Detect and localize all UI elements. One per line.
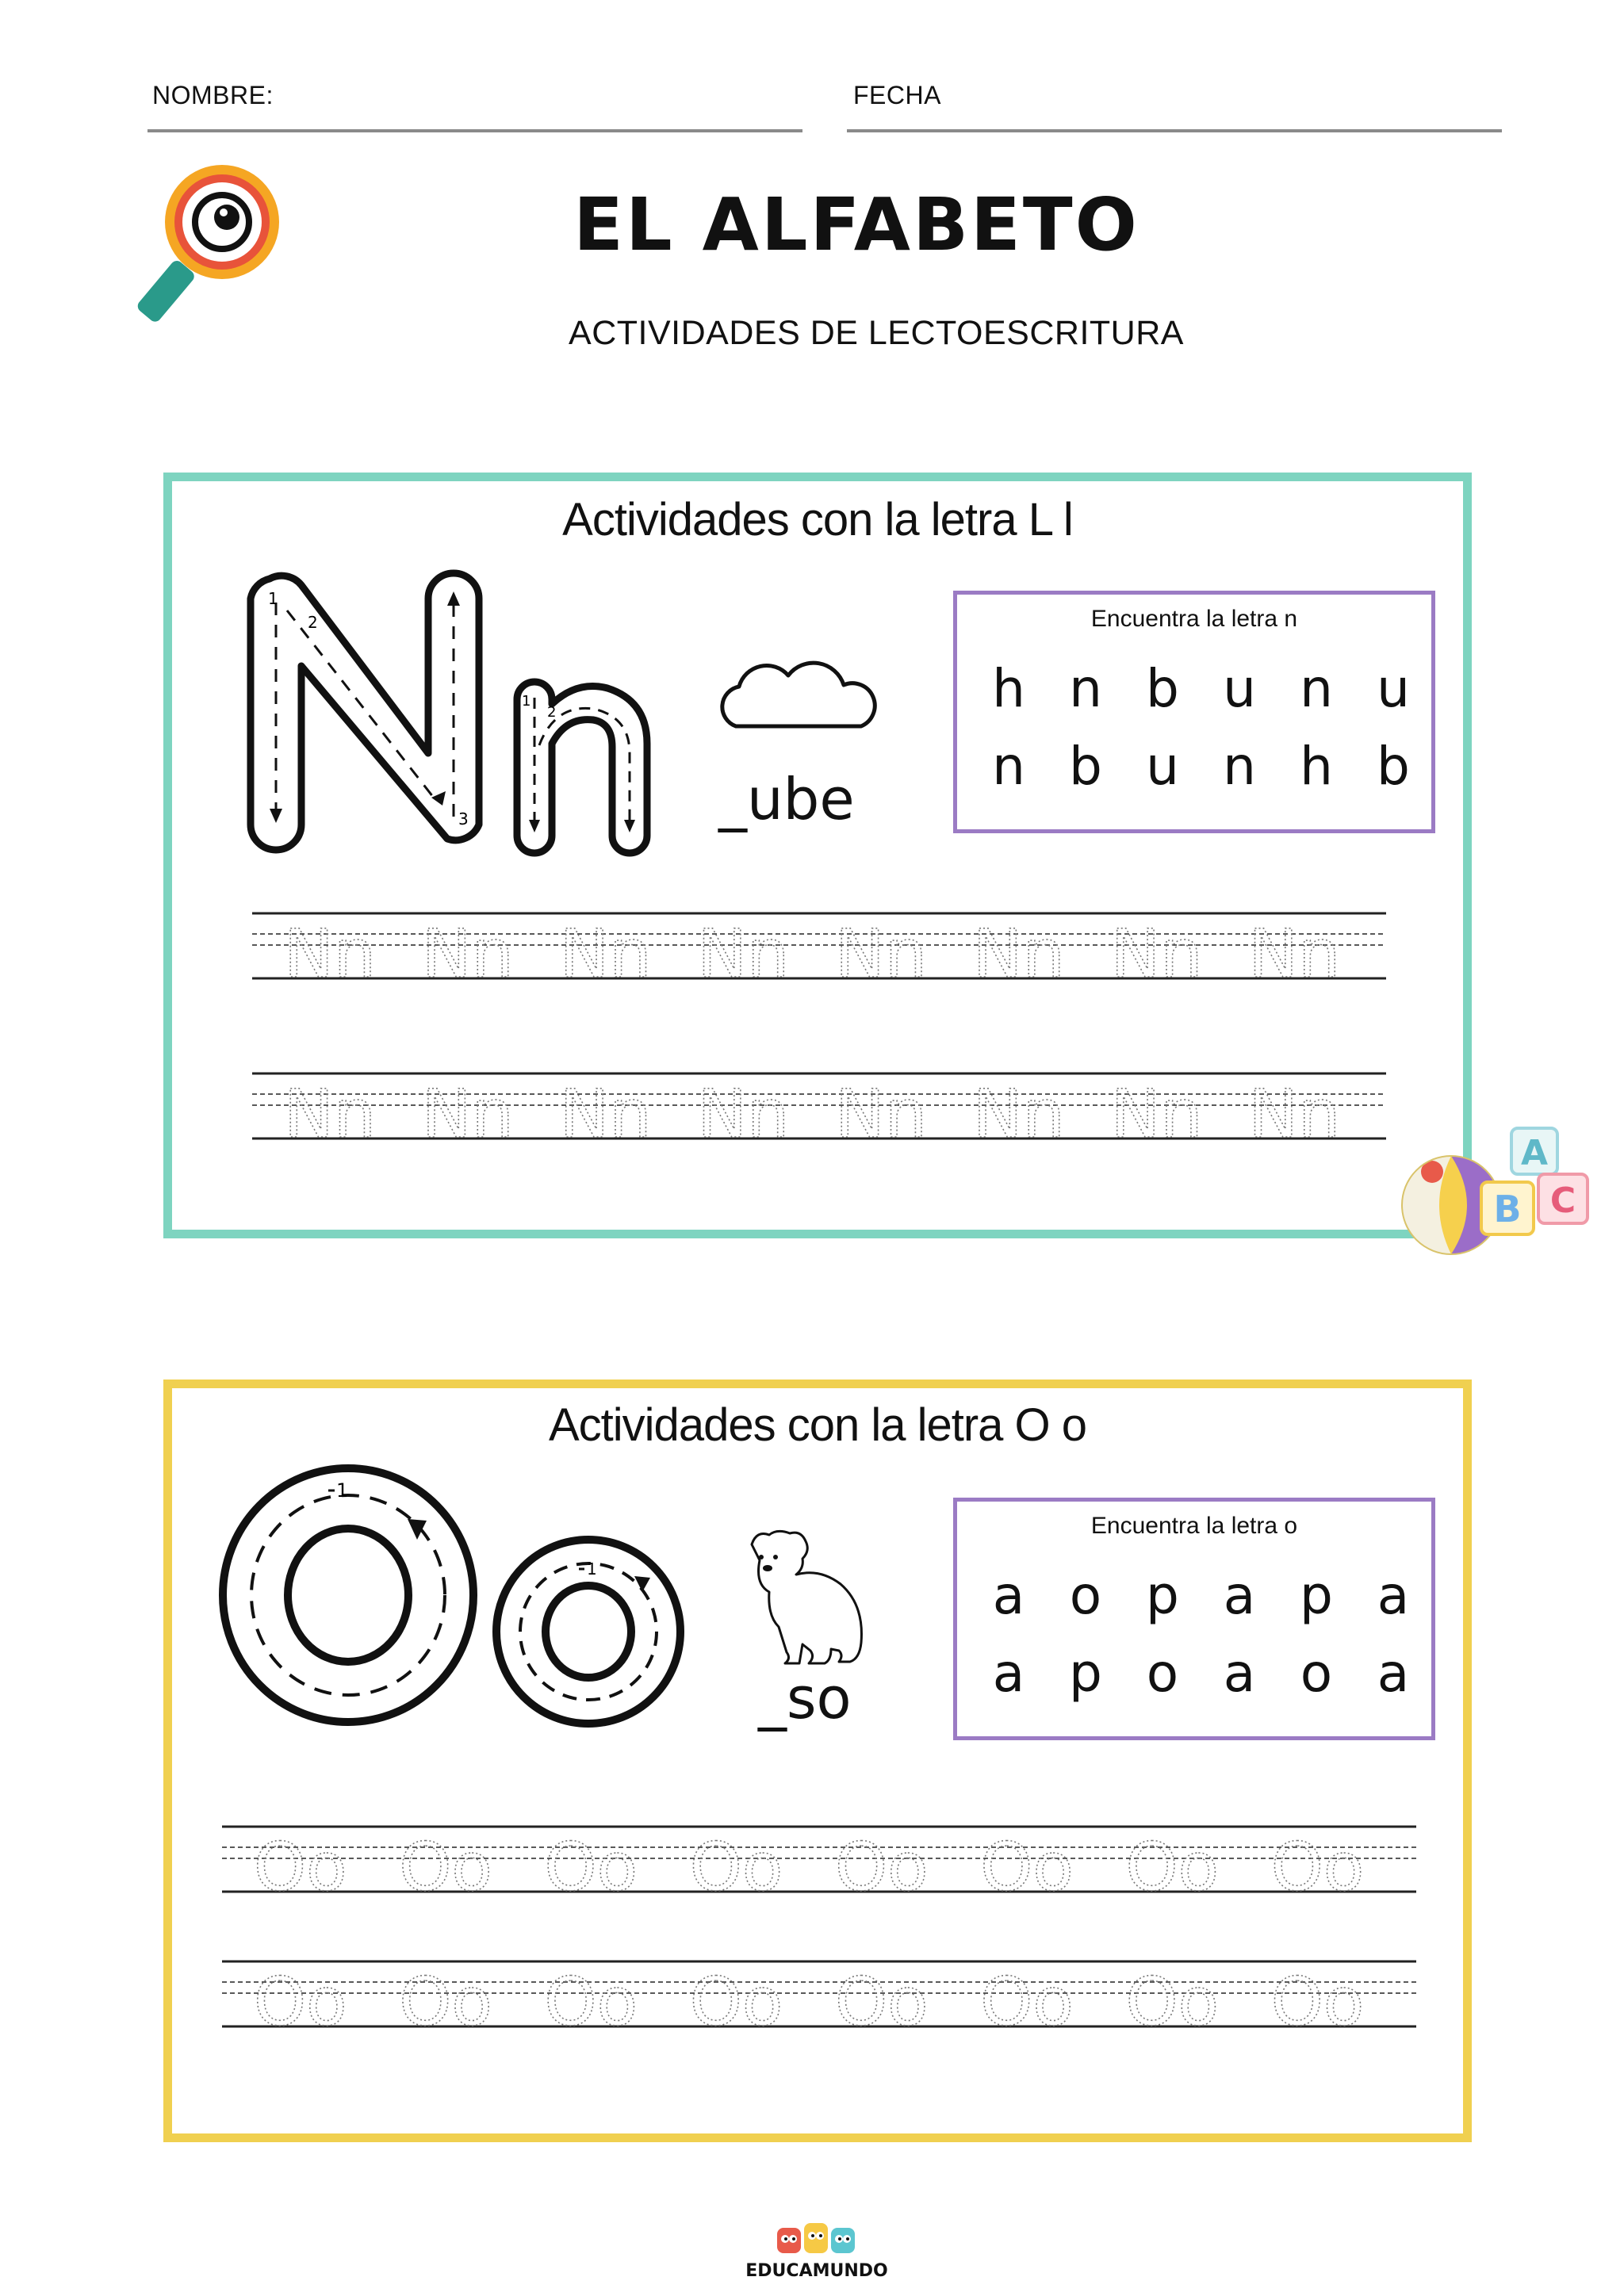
svg-text:1: 1 [522, 693, 531, 710]
letter-o-tracing-guide [219, 1465, 695, 1735]
card-title-o: Actividades con la letra O o [548, 1399, 1087, 1451]
letter-row-2-n [957, 736, 1431, 797]
tracing-letters: Oo [544, 1963, 638, 2041]
tracing-letters: Nn [559, 1075, 652, 1153]
letter-row-1-n [957, 658, 1431, 719]
find-letter-box-n [953, 591, 1435, 833]
tracing-letters: Oo [1270, 1963, 1365, 2041]
letter-option[interactable]: o [1146, 1643, 1179, 1704]
letter-option[interactable]: o [1069, 1565, 1102, 1626]
tracing-row-1-n[interactable] [252, 912, 1386, 993]
find-letter-label-n: Encuentra la letra n [1090, 606, 1298, 632]
letter-option[interactable]: n [1223, 736, 1256, 797]
tracing-letters: Nn [835, 915, 928, 993]
tracing-letters: Nn [421, 1075, 514, 1153]
letter-row-1-o [957, 1565, 1431, 1626]
svg-text:2: 2 [547, 704, 557, 721]
missing-letter-word-o: _so [758, 1665, 852, 1732]
tracing-letters: Nn [835, 1075, 928, 1153]
page-subtitle: ACTIVIDADES DE LECTOESCRITURA [569, 314, 1184, 352]
tracing-letters: Oo [689, 1963, 783, 2041]
tracing-row-2-o[interactable] [222, 1960, 1416, 2041]
letter-option[interactable]: p [1300, 1565, 1333, 1626]
tracing-letters: Nn [559, 915, 652, 993]
tracing-row-2-n[interactable] [252, 1072, 1386, 1153]
svg-text:1: 1 [336, 1479, 349, 1502]
svg-text:C: C [1549, 1181, 1576, 1221]
letter-n-tracing-guide [238, 571, 682, 856]
svg-text:3: 3 [458, 809, 469, 828]
tracing-letters: Oo [399, 1828, 492, 1906]
tracing-letters: Nn [972, 1075, 1065, 1153]
svg-text:A: A [1520, 1133, 1549, 1173]
letter-option[interactable]: o [1300, 1643, 1333, 1704]
letter-option[interactable]: a [992, 1643, 1025, 1704]
cloud-icon [712, 655, 887, 734]
tracing-letters: Nn [1110, 1075, 1203, 1153]
footer-logo-text: EDUCAMUNDO [745, 2261, 888, 2281]
letter-option[interactable]: p [1069, 1643, 1102, 1704]
tracing-letters: Nn [697, 1075, 790, 1153]
tracing-letters: Nn [1248, 1075, 1341, 1153]
tracing-letters: Oo [1125, 1828, 1220, 1906]
letter-option[interactable]: n [1069, 658, 1102, 719]
page-title: EL ALFABETO [573, 182, 1139, 267]
tracing-letters: Oo [835, 1963, 929, 2041]
polar-bear-icon [737, 1522, 864, 1662]
card-title-n: Actividades con la letra L l [562, 494, 1073, 545]
tracing-letters: Nn [1248, 915, 1341, 993]
tracing-letters: Oo [254, 1828, 347, 1906]
name-label: NOMBRE: [152, 81, 274, 109]
tracing-letters: Nn [697, 915, 790, 993]
tracing-letters: Oo [980, 1828, 1074, 1906]
date-label: FECHA [853, 81, 941, 109]
tracing-row-1-o[interactable] [222, 1825, 1416, 1906]
letter-option[interactable]: b [1377, 736, 1410, 797]
letter-option[interactable]: n [1300, 658, 1333, 719]
tracing-letters: Oo [1270, 1828, 1365, 1906]
find-letter-box-o [953, 1498, 1435, 1740]
tracing-letters: Oo [1125, 1963, 1220, 2041]
tracing-letters: Nn [1110, 915, 1203, 993]
svg-text:2: 2 [308, 613, 318, 632]
letter-option[interactable]: a [1223, 1643, 1256, 1704]
tracing-letters: Oo [544, 1828, 638, 1906]
letter-option[interactable]: u [1146, 736, 1179, 797]
svg-text:1: 1 [587, 1559, 597, 1578]
tracing-letters: Nn [421, 915, 514, 993]
date-line[interactable] [847, 129, 1502, 132]
letter-option[interactable]: a [1223, 1565, 1256, 1626]
find-letter-label-o: Encuentra la letra o [1090, 1513, 1298, 1539]
tracing-letters: Oo [399, 1963, 492, 2041]
letter-option[interactable]: a [1377, 1565, 1410, 1626]
letter-option[interactable]: a [1377, 1643, 1410, 1704]
tracing-letters: Nn [972, 915, 1065, 993]
tracing-letters: Oo [980, 1963, 1074, 2041]
tracing-letters: Nn [284, 915, 377, 993]
abc-blocks-icon [1475, 1122, 1594, 1249]
letter-option[interactable]: n [992, 736, 1025, 797]
name-line[interactable] [147, 129, 802, 132]
letter-option[interactable]: p [1146, 1565, 1179, 1626]
tracing-letters: Nn [284, 1075, 377, 1153]
letter-option[interactable]: b [1146, 658, 1179, 719]
letter-option[interactable]: b [1069, 736, 1102, 797]
tracing-letters: Oo [689, 1828, 783, 1906]
letter-option[interactable]: u [1223, 658, 1256, 719]
tracing-letters: Oo [254, 1963, 347, 2041]
letter-option[interactable]: a [992, 1565, 1025, 1626]
letter-option[interactable]: h [992, 658, 1025, 719]
educamundo-logo-icon [774, 2220, 861, 2260]
missing-letter-word-n: _ube [718, 766, 855, 832]
svg-text:B: B [1493, 1188, 1522, 1230]
letter-option[interactable]: u [1377, 658, 1410, 719]
svg-text:1: 1 [268, 589, 278, 608]
letter-row-2-o [957, 1643, 1431, 1704]
tracing-letters: Oo [835, 1828, 929, 1906]
letter-option[interactable]: h [1300, 736, 1333, 797]
